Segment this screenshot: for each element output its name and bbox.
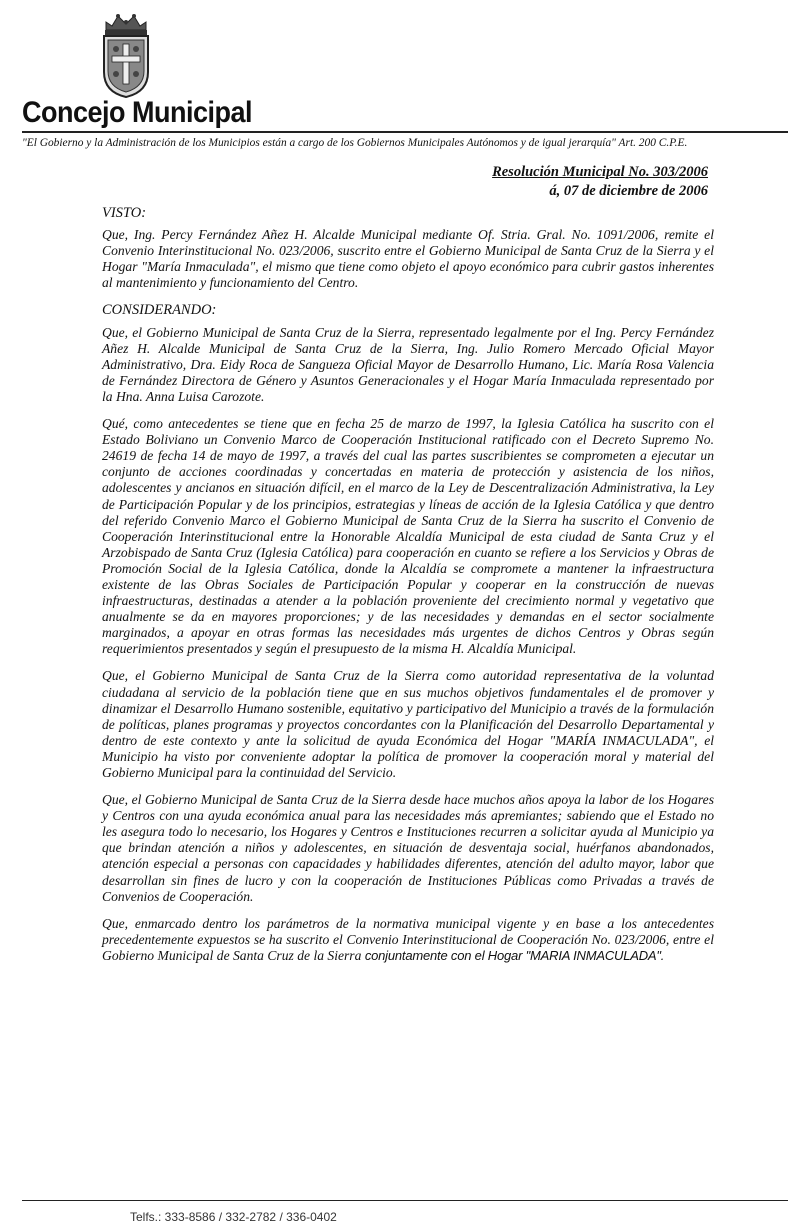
considerando-paragraph-4: Que, el Gobierno Municipal de Santa Cruz de la Sierra desde hace muchos años apoya la labor de los Hogares y Centros con una ayuda económica anual para las necesidades más apremiantes; sabiendo que el Estado no les asegura todo lo necesario, los Hogares y Centros e Instituciones recurren a solicitar ayuda al Municipio ya que brindan atención a niños y adolescentes, en situación de desventaja social, huérfanos abandonados, atención especial a personas con capacidades y habilidades diferentes, atención del adulto mayor, labor que desarrollan sin fines de lucro y con la cooperación de Instituciones Públicas como Privadas a través de Convenios de Cooperación.	[102, 792, 714, 904]
footer-rule	[22, 1200, 788, 1201]
header-rule	[22, 131, 788, 133]
footer-phone: Telfs.: 333-8586 / 332-2782 / 336-0402	[130, 1210, 337, 1224]
organization-name: Concejo Municipal	[22, 96, 253, 129]
resolution-reference	[492, 163, 708, 201]
considerando-heading: CONSIDERANDO:	[102, 302, 217, 319]
considerando-paragraph-1: Que, el Gobierno Municipal de Santa Cruz de la Sierra, representado legalmente por el Ing. Percy Fernández Añez H. Alcalde Municipal de Santa Cruz de la Sierra, Ing. Julio Romero Mercado Oficial Mayor Administrativo, Dra. Eidy Roca de Sangueza Oficial Mayor de Desarrollo Humano, Lic. María Rosa Valencia de Fernández Directora de Género y Asuntos Generacionales y el Hogar María Inmaculada representado por la Hna. Anna Luisa Carozote.	[102, 324, 714, 404]
considerando-paragraph-5-main: Que, enmarcado dentro los parámetros de la normativa municipal vigente y en base a los antecedentes precedentemente expuestos se ha suscrito el Convenio Interinstitucional de Cooperación No. 023/2006, entre el Gobierno Municipal de Santa Cruz de la Sierra	[102, 915, 714, 963]
considerando-paragraph-5	[102, 916, 714, 964]
municipal-coat-of-arms-icon	[98, 12, 154, 98]
visto-heading: VISTO:	[102, 205, 147, 221]
considerando-paragraph-2: Qué, como antecedentes se tiene que en fecha 25 de marzo de 1997, la Iglesia Católica ha suscrito con el Estado Boliviano un Convenio Marco de Cooperación Institucional ratificado con el Decreto Supremo No. 24619 de fecha 14 de mayo de 1997, a través del cual las partes suscribientes se comprometen a ejecutar un conjunto de acciones coordinadas y concertadas en materia de protección y asistencia de los niños, adolescentes y ancianos en situación difícil, en el marco de la Ley de Descentralización Administrativa, la Ley de Participación Popular y de los principios, estrategias y líneas de acción de la Iglesia Católica y que dentro del referido Convenio Marco el Gobierno Municipal de Santa Cruz de la Sierra ha suscrito el Convenio de Cooperación Interinstitucional entre la Honorable Alcaldía Municipal de esta ciudad de Santa Cruz y el Arzobispado de Santa Cruz (Iglesia Católica) para cooperación en cuanto se refiere a los Servicios y Obras de Promoción Social de la Iglesia Católica, donde la Alcaldía se compromete a mantener la infraestructura existente de las Obras Sociales de Participación Popular y cooperar en la construcción de nuevas infraestructuras, destinadas a atender a la población proveniente del crecimiento normal y vegetativo que anualmente se da en mayores proporciones; y de las necesidades y demandas en el sector socialmente marginados, a apoyar en otras formas las necesidades más urgentes de dichos Centros y Obras según requerimientos presentados y según el presupuesto de la misma H. Alcaldía Municipal.	[102, 416, 714, 657]
document-body	[102, 205, 714, 975]
visto-paragraph: Que, Ing. Percy Fernández Añez H. Alcalde Municipal mediante Of. Stria. Gral. No. 1091/2006, remite el Convenio Interinstitucional No. 023/2006, suscrito entre el Gobierno Municipal de Santa Cruz de la Sierra y el Hogar "María Inmaculada", el mismo que tiene como objeto el apoyo económico para cubrir gastos inherentes al mantenimiento y funcionamiento del Centro.	[102, 227, 714, 291]
resolution-date: á, 07 de diciembre de 2006	[549, 183, 708, 199]
considerando-paragraph-3: Que, el Gobierno Municipal de Santa Cruz de la Sierra como autoridad representativa de la voluntad ciudadana al servicio de la población tiene que en sus muchos objetivos fundamentales el de promover y dinamizar el Desarrollo Humano sostenible, equitativo y participativo del Municipio a través de la formulación de políticas, planes programas y proyectos concordantes con la Planificación del Desarrollo Departamental y dentro de este contexto y ante la solicitud de ayuda Económica del Hogar "MARÍA INMACULADA", el Municipio ha visto por conveniente adoptar la política de promover la cooperación moral y material del Gobierno Municipal para la continuidad del Servicio.	[102, 668, 714, 780]
resolution-number: Resolución Municipal No. 303/2006	[492, 164, 708, 180]
constitution-motto: "El Gobierno y la Administración de los Municipios están a cargo de los Gobiernos Municipales Autónomos y de igual jerarquía" Art. 200 C.P.E.	[22, 137, 688, 149]
considerando-paragraph-5-tail: conjuntamente con el Hogar "MARIA INMACULADA".	[364, 947, 665, 963]
